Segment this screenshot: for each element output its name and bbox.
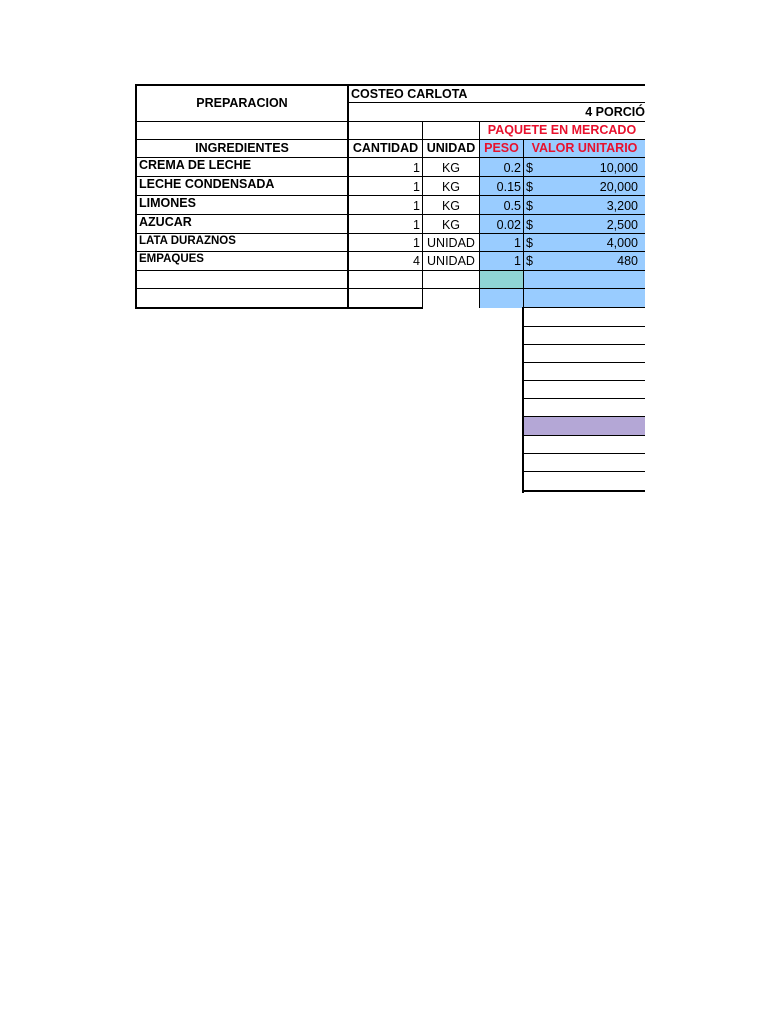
portions-label: 4 PORCIÓ [585,104,645,119]
valor-cell[interactable] [524,179,645,195]
border-line [135,307,423,309]
peso-cell[interactable]: 1 [514,253,521,268]
grid-line [523,416,645,417]
valor-amount: 4,000 [606,235,638,250]
currency-symbol: $ [526,217,533,232]
grid-line [523,398,645,399]
valor-amount: 480 [617,253,638,268]
valor-empty-blue-cell[interactable] [523,270,645,308]
grid-line [523,344,645,345]
cantidad-cell[interactable]: 4 [413,253,420,268]
cantidad-cell[interactable]: 1 [413,235,420,250]
border-line [522,490,645,492]
peso-empty-teal-cell[interactable] [479,270,523,289]
valor-cell[interactable] [524,160,645,176]
summary-purple-cell[interactable] [524,417,645,435]
cantidad-cell[interactable]: 1 [413,217,420,232]
peso-cell[interactable]: 0.5 [503,198,521,213]
ingrediente-cell[interactable]: LIMONES [139,196,196,210]
border-line [522,307,524,493]
ingrediente-cell[interactable]: EMPAQUES [139,253,204,266]
cantidad-header: CANTIDAD [352,141,419,156]
grid-line [136,251,645,252]
grid-line [136,288,645,289]
preparacion-label: PREPARACION [196,96,288,111]
unidad-header: UNIDAD [426,141,476,156]
currency-symbol: $ [526,198,533,213]
valor-cell[interactable] [524,198,645,214]
valor-cell[interactable] [524,253,645,269]
grid-line [523,326,645,327]
peso-header: PESO [484,141,519,156]
peso-cell[interactable]: 0.15 [496,179,521,194]
peso-cell[interactable]: 0.02 [496,217,521,232]
ingrediente-cell[interactable]: LATA DURAZNOS [139,235,236,248]
grid-line [523,380,645,381]
unidad-cell[interactable]: KG [441,160,461,175]
sheet-title: COSTEO CARLOTA [351,86,468,101]
valor-amount: 10,000 [599,160,638,175]
cantidad-cell[interactable]: 1 [413,179,420,194]
peso-empty-blue-cell[interactable] [479,289,523,308]
valor-cell[interactable] [524,217,645,233]
valor-amount: 2,500 [606,217,638,232]
valor-amount: 20,000 [599,179,638,194]
unidad-cell[interactable]: UNIDAD [427,235,475,250]
valor-amount: 3,200 [606,198,638,213]
ingrediente-cell[interactable]: CREMA DE LECHE [139,158,252,172]
grid-line [523,471,645,472]
unidad-cell[interactable]: KG [441,198,461,213]
ingrediente-cell[interactable]: AZUCAR [139,215,192,229]
cantidad-cell[interactable]: 1 [413,198,420,213]
ingredientes-header: INGREDIENTES [195,141,289,156]
currency-symbol: $ [526,253,533,268]
ingrediente-cell[interactable]: LECHE CONDENSADA [139,177,275,191]
grid-line [136,233,645,234]
peso-cell[interactable]: 0.2 [503,160,521,175]
unidad-cell[interactable]: UNIDAD [427,253,475,268]
unidad-cell[interactable]: KG [441,179,461,194]
currency-symbol: $ [526,160,533,175]
grid-line [523,453,645,454]
grid-line [523,307,645,308]
cantidad-cell[interactable]: 1 [413,160,420,175]
grid-line [523,362,645,363]
valor-cell[interactable] [524,235,645,251]
currency-symbol: $ [526,235,533,250]
currency-symbol: $ [526,179,533,194]
grid-line [523,435,645,436]
market-package-header: PAQUETE EN MERCADO [487,123,637,138]
unidad-cell[interactable]: KG [441,217,461,232]
valor-unitario-header: VALOR UNITARIO [531,141,638,156]
grid-line [136,270,645,271]
peso-cell[interactable]: 1 [514,235,521,250]
